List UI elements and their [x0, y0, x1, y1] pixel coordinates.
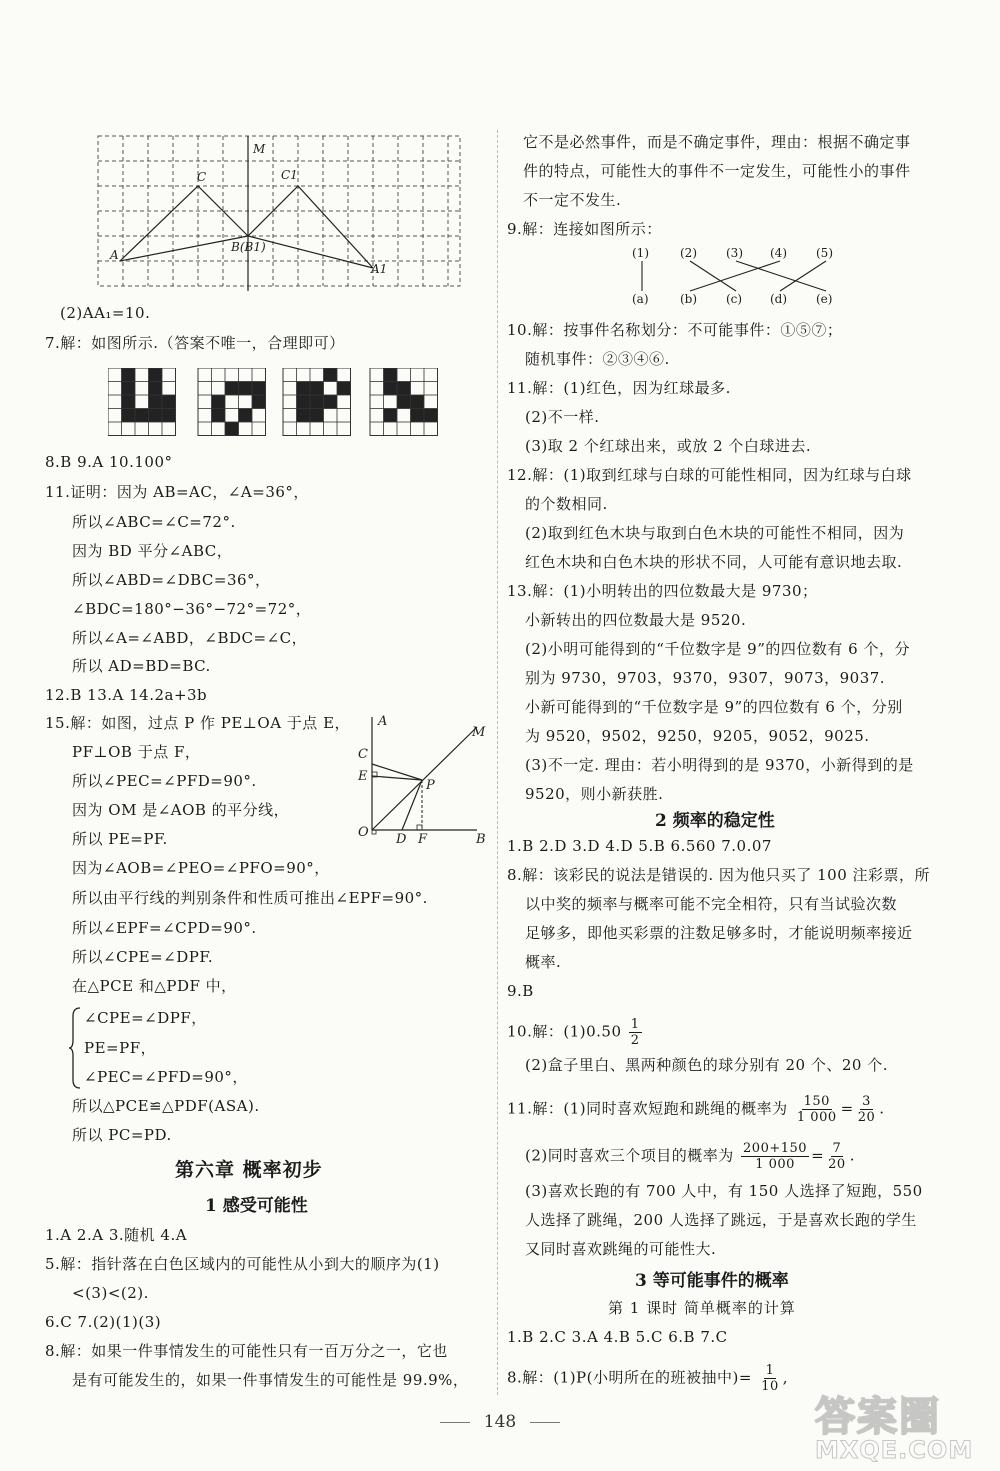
fig2-label-o: O: [358, 825, 369, 840]
s2-q8-line-4: 概率.: [525, 953, 562, 971]
r-q9: 9.解：连接如图所示：: [507, 220, 662, 238]
q15-end-2: 所以 PC=PD.: [72, 1126, 172, 1144]
s2-q11-b-frac1-den: 1 000: [755, 1157, 795, 1172]
s3-q8-frac-num: 1: [765, 1363, 775, 1378]
s2-q11-b-frac2-num: 7: [832, 1141, 842, 1156]
r-q11-line-3: (3)取 2 个红球出来，或放 2 个白球进去.: [525, 437, 812, 455]
fig1-label-m: M: [253, 142, 266, 156]
fig1-label-a1: A1: [371, 262, 388, 276]
match-bottom-e: (e): [816, 292, 833, 306]
s2-q11-a-frac1-num: 150: [803, 1094, 830, 1109]
s2-q11-a-frac2: [856, 1094, 878, 1125]
s3-q1-7: 1.B 2.C 3.A 4.B 5.C 6.B 7.C: [507, 1328, 728, 1346]
match-bottom-d: (d): [770, 292, 788, 306]
s2-q11-c-line-3: 又同时喜欢跳绳的可能性大.: [525, 1240, 717, 1258]
fig2-label-f: F: [418, 832, 428, 847]
watermark-url: MXQE.COM: [815, 1436, 974, 1464]
r-q13-line-4: 别为 9730，9703，9370，9307，9073，9037.: [525, 669, 886, 687]
match-bottom-b: (b): [680, 292, 698, 306]
section-1-title: 1 感受可能性: [205, 1196, 308, 1216]
s2-q11-b-frac1-num: 200+150: [743, 1141, 808, 1156]
s2-q8-line-1: 8.解：该彩民的说法是错误的. 因为他只买了 100 注彩票，所: [507, 866, 931, 884]
fig2-label-p: P: [426, 778, 435, 793]
r-q13-line-8: 9520，则小新获胜.: [525, 785, 664, 803]
fig1-label-c1: C1: [281, 168, 298, 182]
column-divider: [497, 130, 499, 1395]
r-q12-line-2: 的个数相同.: [525, 495, 608, 513]
s2-q11-a-frac1-den: 1 000: [796, 1110, 837, 1125]
q15-brace-2: PE=PF，: [84, 1039, 157, 1057]
s2-q11-a-text: 11.解：(1)同时喜欢短跑和跳绳的概率为: [507, 1099, 788, 1118]
q15-line-1: 15.解：如图，过点 P 作 PE⊥OA 于点 E，: [45, 714, 351, 732]
q15-line-3: 所以∠PEC=∠PFD=90°.: [72, 772, 257, 790]
match-bottom-a: (a): [632, 292, 649, 306]
angle-bisector-figure: [352, 712, 492, 847]
s2-q9: 9.B: [507, 982, 534, 1000]
s2-q11-b-frac2-den: 20: [828, 1157, 846, 1172]
match-top-3: (3): [726, 246, 743, 260]
s3-q8-fraction: [759, 1363, 781, 1394]
q7-text: 7.解：如图所示.（答案不唯一，合理即可）: [45, 334, 345, 352]
s1-q8-line-1: 8.解：如果一件事情发生的可能性只有一百万分之一，它也: [45, 1342, 448, 1360]
q8-10-answers: 8.B 9.A 10.100°: [45, 453, 173, 471]
r-q12-line-1: 12.解：(1)取到红球与白球的可能性相同，因为红球与白球: [507, 466, 912, 484]
q15-line-10: 在△PCE 和△PDF 中，: [72, 977, 237, 995]
r-q12-line-4: 红色木块和白色木块的形状不同，人可能有意识地去取.: [525, 553, 903, 571]
r-q13-line-3: (2)小明可能得到的“千位数字是 9”的四位数有 6 个，分: [525, 640, 910, 658]
s2-q8-line-3: 足够多，即他买彩票的注数足够多时，才能说明频率接近: [525, 924, 913, 942]
page-dash-left: [440, 1422, 470, 1423]
page-number: 148: [483, 1412, 517, 1432]
watermark-title: 答案圈: [815, 1394, 941, 1440]
s1-q1-4: 1.A 2.A 3.随机 4.A: [45, 1226, 188, 1244]
s1-q5-line-2: <(3)<(2).: [72, 1284, 149, 1302]
r-q10-line-2: 随机事件：②③④⑥.: [525, 350, 670, 368]
r-q8-cont-2: 件的特点，可能性大的事件不一定发生，可能性小的事件: [523, 162, 911, 180]
q11-line-6: 所以∠A=∠ABD，∠BDC=∠C，: [72, 629, 308, 647]
pixel-pattern-figures: [108, 368, 448, 438]
s1-q5-line-1: 5.解：指针落在白色区域内的可能性从小到大的顺序为(1): [45, 1255, 440, 1273]
q11-line-1: 11.证明：因为 AB=AC，∠A=36°，: [45, 483, 309, 501]
brace-symbol: [68, 1006, 82, 1090]
fig1-label-b: B(B1): [231, 240, 266, 254]
s3-q8-frac-den: 10: [761, 1379, 779, 1394]
q12-14-answers: 12.B 13.A 14.2a+3b: [45, 686, 208, 704]
r-q11-line-1: 11.解：(1)红色，因为红球最多.: [507, 379, 731, 397]
s1-q6-7: 6.C 7.(2)(1)(3): [45, 1313, 162, 1331]
s2-q11-b-frac1: [741, 1141, 809, 1172]
q11-line-3: 因为 BD 平分∠ABC，: [72, 542, 233, 560]
match-top-5: (5): [816, 246, 833, 260]
s2-q1-7: 1.B 2.D 3.D 4.D 5.B 6.560 7.0.07: [507, 837, 772, 855]
q15-brace-1: ∠CPE=∠DPF，: [84, 1009, 207, 1027]
r-q12-line-3: (2)取到红色木块与取到白色木块的可能性不相同，因为: [525, 524, 905, 542]
q11-line-7: 所以 AD=BD=BC.: [72, 657, 211, 675]
s2-q11-a-frac2-num: 3: [862, 1094, 871, 1109]
grid-triangle-figure: [95, 133, 465, 293]
s2-q11-a-frac2-den: 20: [857, 1110, 876, 1125]
r-q13-line-1: 13.解：(1)小明转出的四位数最大是 9730；: [507, 582, 818, 600]
s2-q10-a-text: 10.解：(1)0.50: [507, 1022, 622, 1041]
page-number-row: [410, 1412, 590, 1432]
r-q13-line-7: (3)不一定. 理由：若小明得到的是 9370，小新得到的是: [525, 756, 914, 774]
q15-line-8: 所以∠EPF=∠CPD=90°.: [72, 919, 257, 937]
matching-lines-figure: [630, 245, 840, 307]
q15-line-7: 所以由平行线的判别条件和性质可推出∠EPF=90°.: [72, 889, 428, 907]
r-q13-line-5: 小新可能得到的“千位数字是 9”的四位数有 6 个，分别: [525, 698, 903, 716]
page-dash-right: [530, 1422, 560, 1423]
fig2-label-m: M: [472, 725, 486, 740]
fig1-label-a: A: [110, 248, 119, 262]
match-top-1: (1): [632, 246, 649, 260]
answer-aa1: (2)AA₁=10.: [60, 304, 151, 322]
s2-q10-a: [507, 1017, 644, 1048]
section-3-subtitle: 第 1 课时 简单概率的计算: [608, 1299, 796, 1317]
r-q13-line-2: 小新转出的四位数最大是 9520.: [525, 611, 747, 629]
r-q8-cont-1: 它不是必然事件，而是不确定事件，理由：根据不确定事: [523, 133, 911, 151]
q15-line-6: 因为∠AOB=∠PEO=∠PFO=90°，: [72, 859, 330, 877]
fig2-label-d: D: [396, 832, 407, 847]
r-q8-cont-3: 不一定不发生.: [523, 191, 622, 209]
watermark-logo: [815, 1385, 995, 1465]
r-q10-line-1: 10.解：按事件名称划分：不可能事件：①⑤⑦；: [507, 321, 843, 339]
match-top-4: (4): [770, 246, 787, 260]
q11-line-4: 所以∠ABD=∠DBC=36°，: [72, 571, 271, 589]
q15-line-2: PF⊥OB 于点 F，: [72, 743, 201, 761]
r-q13-line-6: 为 9520，9502，9250，9205，9052，9025.: [525, 727, 870, 745]
section-3-title: 3 等可能事件的概率: [635, 1271, 789, 1291]
q15-line-9: 所以∠CPE=∠DPF.: [72, 948, 214, 966]
r-q11-line-2: (2)不一样.: [525, 408, 600, 426]
match-top-2: (2): [680, 246, 697, 260]
s2-q10-b: (2)盒子里白、黑两种颜色的球分别有 20 个、20 个.: [525, 1056, 888, 1074]
chapter-title: 第六章 概率初步: [175, 1159, 323, 1181]
q15-line-5: 所以 PE=PF.: [72, 830, 168, 848]
s2-q10-frac-den: 2: [630, 1033, 640, 1048]
q15-line-4: 因为 OM 是∠AOB 的平分线，: [72, 801, 290, 819]
s2-q10-frac-num: 1: [630, 1017, 640, 1032]
s2-q11-c-line-2: 人选择了跳绳，200 人选择了跳远，于是喜欢长跑的学生: [525, 1211, 917, 1229]
match-bottom-c: (c): [726, 292, 743, 306]
s2-q11-b: (2)同时喜欢三个项目的概率为 $\frac{200+150}{1 000}$ = $\frac{7}{20}$ .: [525, 1141, 855, 1172]
section-2-title: 2 频率的稳定性: [655, 811, 775, 831]
s2-q8-line-2: 以中奖的频率与概率可能不完全相符，只有当试验次数: [525, 895, 898, 913]
s2-q10-fraction: [629, 1017, 642, 1048]
s2-q11-a-frac1: [795, 1094, 839, 1125]
s3-q8: 8.解：(1)P(小明所在的班被抽中)= $\frac{1}{10}$ ,: [507, 1363, 789, 1394]
s2-q11-b-text: (2)同时喜欢三个项目的概率为: [525, 1146, 734, 1165]
q11-line-2: 所以∠ABC=∠C=72°.: [72, 513, 236, 531]
fig2-label-b: B: [476, 832, 486, 847]
fig2-label-a: A: [378, 714, 388, 729]
s2-q11-b-frac2: [826, 1141, 848, 1172]
s1-q8-line-2: 是有可能发生的，如果一件事情发生的可能性是 99.9%，: [72, 1371, 469, 1389]
q15-end-1: 所以△PCE≌△PDF(ASA).: [72, 1097, 260, 1115]
s2-q11-c-line-1: (3)喜欢长跑的有 700 人中，有 150 人选择了短跑，550: [525, 1182, 923, 1200]
s2-q11-a: 11.解：(1)同时喜欢短跑和跳绳的概率为 $\frac{150}{1 000}$ = $\frac{3}{20}$ .: [507, 1094, 885, 1125]
fig2-label-e: E: [358, 769, 368, 784]
q15-brace-3: ∠PEC=∠PFD=90°，: [84, 1068, 248, 1086]
fig2-label-c: C: [358, 747, 368, 762]
q11-line-5: ∠BDC=180°−36°−72°=72°，: [72, 600, 312, 618]
s3-q8-text: 8.解：(1)P(小明所在的班被抽中)=: [507, 1368, 752, 1387]
fig1-label-c: C: [197, 170, 207, 184]
